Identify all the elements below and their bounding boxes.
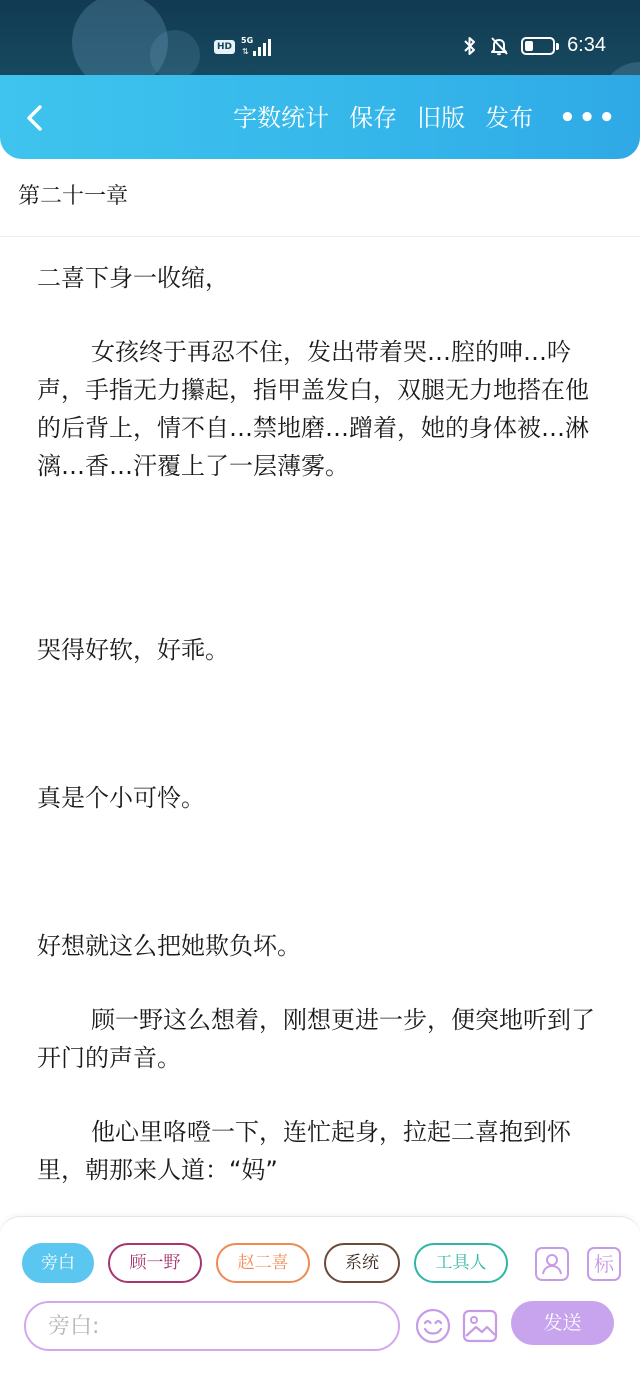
network-status [214, 38, 271, 56]
bluetooth-icon [463, 36, 477, 56]
role-selector [22, 1243, 522, 1283]
role-chip-system[interactable]: 系统 [324, 1243, 400, 1283]
dialogue-input[interactable] [24, 1301, 400, 1351]
editor-toolbar [0, 75, 640, 159]
character-avatar-icon[interactable] [535, 1247, 569, 1281]
paragraph[interactable]: 顾一野这么想着，刚想更进一步，便突地听到了开门的声音。 [37, 1006, 595, 1072]
paragraph[interactable]: 哭得好软，好乖。 [37, 636, 229, 664]
network-type-label: 5G [241, 36, 254, 45]
paragraph[interactable]: 好想就这么把她欺负坏。 [37, 932, 301, 960]
role-chip-zhao-erxi[interactable]: 赵二喜 [216, 1243, 310, 1283]
more-options-icon[interactable]: ••• [559, 103, 618, 133]
signal-bar [253, 51, 256, 56]
system-status [463, 34, 606, 57]
title-divider [0, 236, 640, 237]
mute-icon [489, 36, 509, 56]
paragraph[interactable]: 二喜下身一收缩， [37, 264, 229, 292]
send-button[interactable]: 发送 [511, 1301, 614, 1345]
battery-fill [525, 41, 533, 51]
chapter-title[interactable]: 第二十一章 [18, 184, 129, 209]
picture-glyph [462, 1308, 498, 1344]
role-chip-narrator[interactable]: 旁白 [22, 1243, 94, 1283]
paragraph[interactable]: 真是个小可怜。 [37, 784, 205, 812]
toolbar-actions [213, 103, 618, 133]
wallpaper-bubble [600, 62, 640, 75]
smiley-glyph [414, 1307, 452, 1345]
paragraph[interactable]: 女孩终于再忍不住，发出带着哭…腔的呻…吟声，手指无力攥起，指甲盖发白，双腿无力地搭在他的后背上，情不自…禁地磨…蹭着，她的身体被…淋漓…香…汗覆上了一层薄雾。 [37, 338, 589, 480]
status-bar [0, 0, 640, 75]
battery-icon [521, 37, 555, 55]
signal-bar [268, 39, 271, 56]
emoji-icon[interactable] [414, 1307, 452, 1345]
dialogue-input-panel [0, 1216, 640, 1387]
back-button[interactable] [18, 101, 52, 135]
word-count-button[interactable]: 字数统计 [233, 104, 330, 132]
signal-bar [263, 43, 266, 56]
paragraph[interactable]: 他心里咯噔一下，连忙起身，拉起二喜抱到怀里，朝那来人道：“妈” [37, 1118, 571, 1184]
signal-bar [258, 47, 261, 56]
role-chip-tool-person[interactable]: 工具人 [414, 1243, 508, 1283]
save-button[interactable]: 保存 [349, 104, 398, 132]
publish-button[interactable]: 发布 [485, 104, 534, 132]
clock-time: 6:34 [567, 34, 606, 56]
person-glyph [537, 1249, 567, 1279]
signal-5g-icon [241, 38, 271, 56]
chevron-left-icon [18, 101, 52, 135]
role-chip-gu-yiye[interactable]: 顾一野 [108, 1243, 202, 1283]
image-icon[interactable] [462, 1308, 498, 1344]
mark-button[interactable]: 标 [587, 1247, 621, 1281]
wallpaper-bubble [150, 30, 200, 75]
data-arrows-icon: ⇅ [242, 47, 249, 56]
hd-icon: HD [214, 40, 235, 54]
old-version-button[interactable]: 旧版 [417, 104, 466, 132]
